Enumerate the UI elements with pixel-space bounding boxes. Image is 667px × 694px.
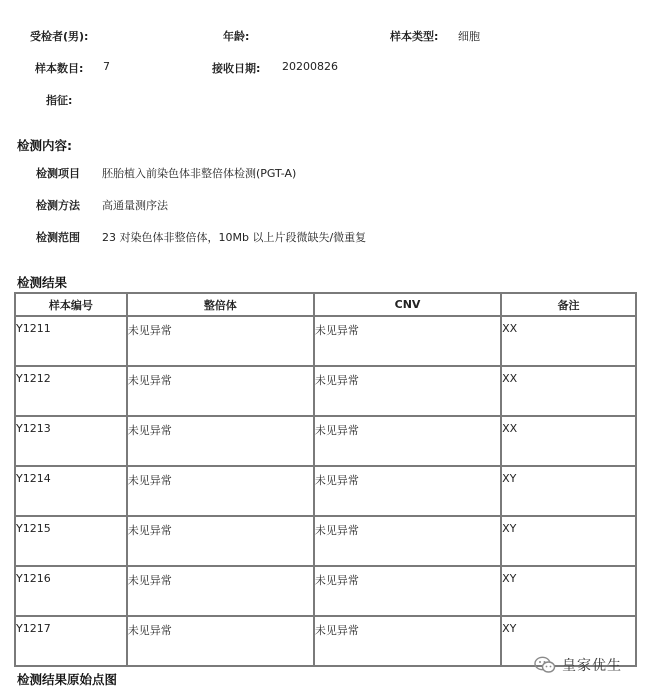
sample-count-value: 7 <box>103 60 110 73</box>
cell-remark: XY <box>501 616 636 666</box>
sample-type-label: 样本类型: <box>390 30 439 43</box>
results-heading: 检测结果 <box>17 275 68 290</box>
cell-cnv: 未见异常 <box>314 466 501 516</box>
table-row <box>15 366 636 416</box>
cell-sample-id: Y1216 <box>15 566 127 616</box>
cell-euploid: 未见异常 <box>127 366 314 416</box>
cell-cnv: 未见异常 <box>314 366 501 416</box>
table-row <box>15 466 636 516</box>
cell-remark: XX <box>501 416 636 466</box>
cell-remark: XY <box>501 466 636 516</box>
wechat-icon <box>534 656 556 674</box>
receive-date-value: 20200826 <box>282 60 338 73</box>
sample-type-value: 细胞 <box>458 30 480 43</box>
cell-remark: XX <box>501 366 636 416</box>
cell-euploid: 未见异常 <box>127 616 314 666</box>
table-row <box>15 316 636 366</box>
cell-cnv: 未见异常 <box>314 616 501 666</box>
table-row <box>15 516 636 566</box>
cell-sample-id: Y1215 <box>15 516 127 566</box>
table-row <box>15 566 636 616</box>
col-header-remark: 备注 <box>501 293 636 316</box>
cell-cnv: 未见异常 <box>314 316 501 366</box>
test-item-value: 胚胎植入前染色体非整倍体检测(PGT-A) <box>102 167 297 180</box>
cell-euploid: 未见异常 <box>127 516 314 566</box>
watermark <box>534 654 622 676</box>
cell-remark: XX <box>501 316 636 366</box>
examinee-label: 受检者(男): <box>30 30 89 43</box>
test-content-heading: 检测内容: <box>17 138 72 153</box>
cell-sample-id: Y1214 <box>15 466 127 516</box>
test-item-label: 检测项目 <box>36 167 80 180</box>
cell-euploid: 未见异常 <box>127 566 314 616</box>
table-header-row <box>15 293 636 316</box>
cell-remark: XY <box>501 516 636 566</box>
age-label: 年龄: <box>223 30 250 43</box>
watermark-text: 皇家优生 <box>562 658 622 674</box>
cell-cnv: 未见异常 <box>314 566 501 616</box>
cell-euploid: 未见异常 <box>127 316 314 366</box>
cell-sample-id: Y1212 <box>15 366 127 416</box>
sample-count-label: 样本数目: <box>35 62 84 75</box>
test-scope-label: 检测范围 <box>36 231 80 244</box>
test-method-label: 检测方法 <box>36 199 80 212</box>
cell-cnv: 未见异常 <box>314 516 501 566</box>
cell-remark: XY <box>501 566 636 616</box>
test-method-value: 高通量测序法 <box>102 199 168 212</box>
results-table <box>14 292 637 667</box>
raw-plot-heading: 检测结果原始点图 <box>17 672 118 687</box>
receive-date-label: 接收日期: <box>212 62 261 75</box>
cell-sample-id: Y1217 <box>15 616 127 666</box>
cell-euploid: 未见异常 <box>127 416 314 466</box>
cell-sample-id: Y1211 <box>15 316 127 366</box>
col-header-sample-id: 样本编号 <box>15 293 127 316</box>
test-scope-value: 23 对染色体非整倍体，10Mb 以上片段微缺失/微重复 <box>102 231 367 244</box>
col-header-cnv: CNV <box>314 293 501 316</box>
table-row <box>15 416 636 466</box>
cell-sample-id: Y1213 <box>15 416 127 466</box>
indication-label: 指征: <box>46 94 73 107</box>
cell-euploid: 未见异常 <box>127 466 314 516</box>
col-header-euploid: 整倍体 <box>127 293 314 316</box>
cell-cnv: 未见异常 <box>314 416 501 466</box>
